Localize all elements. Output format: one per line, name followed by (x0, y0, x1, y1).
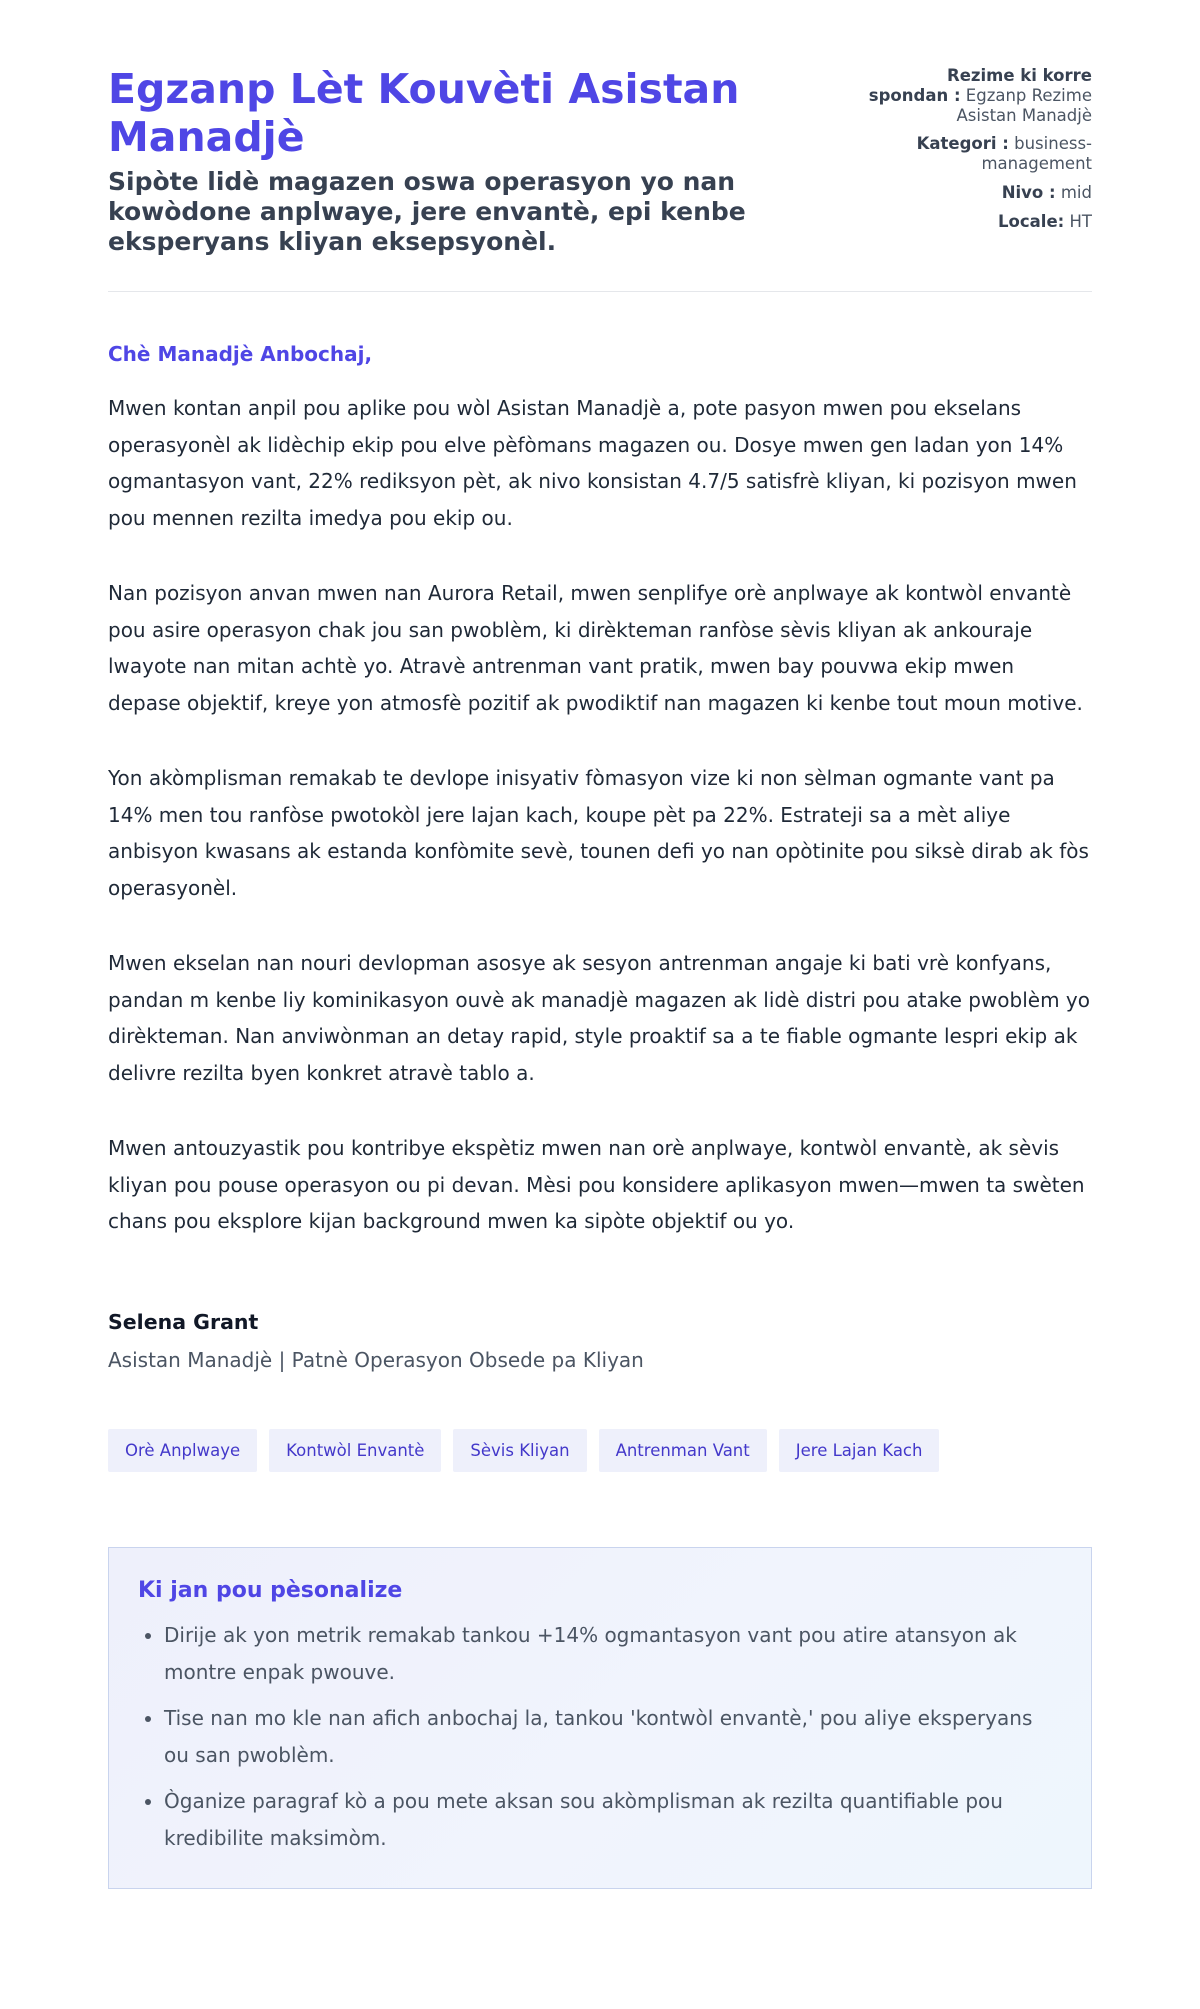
meta-value: business-management (981, 134, 1092, 174)
meta-key: Rezime ki korre spondan : (868, 66, 1092, 105)
title-block (108, 66, 768, 257)
letter-paragraph: Mwen antouzyastik pou kontribye ekspètiz mwen nan orè anplwaye, kontwòl envantè, ak sèvis kliyan pou pouse operasyon ou pi devan. Mèsi pou konsidere aplikasyon mwen—mwen ta swèten chans pou eksplore kijan background mwen ka sipòte objektif ou yo. (108, 1136, 1085, 1234)
meta-value: mid (1060, 182, 1092, 202)
skill-tag: Antrenman Vant (599, 1429, 767, 1472)
meta-row-category (867, 134, 1092, 174)
signature-block (108, 1310, 1092, 1372)
tips-title: Ki jan pou pèsonalize (138, 1577, 403, 1603)
customization-tips-box (108, 1547, 1092, 1889)
meta-row-level (867, 183, 1092, 203)
meta-row-resume (867, 66, 1092, 125)
skill-tag: Orè Anplwaye (108, 1429, 257, 1472)
tip-item: • Òganize paragraf kò a pou mete aksan sou akòmplisman ak rezilta quantifiable pou kredibilite maksimòm. (164, 1783, 1062, 1857)
metadata-panel (867, 66, 1092, 241)
tip-item: • Tise nan mo kle nan afich anbochaj la, tankou 'kontwòl envantè,' pou aliye eksperyans ou san pwoblèm. (164, 1700, 1062, 1774)
page-subtitle: Sipòte lidè magazen oswa operasyon yo nan kowòdone anplwaye, jere envantè, epi kenbe eksperyans kliyan eksepsyonèl. (108, 167, 746, 257)
signature-name: Selena Grant (108, 1309, 259, 1334)
salutation: Chè Manadjè Anbochaj, (108, 342, 373, 367)
meta-value: Egzanp Rezime Asistan Manadjè (956, 85, 1092, 125)
tips-list (138, 1617, 1062, 1857)
letter-paragraph: Mwen kontan anpil pou aplike pou wòl Asistan Manadjè a, pote pasyon mwen pou ekselans operasyonèl ak lidèchip ekip pou elve pèfòmans magazen ou. Dosye mwen gen ladan yon 14% ogmantasyon vant, 22% rediksyon pèt, ak nivo konsistan 4.7/5 satisfrè kliyan, ki pozisyon mwen pou mennen rezilta imedya pou ekip ou. (108, 396, 1077, 530)
skill-tag: Kontwòl Envantè (269, 1429, 441, 1472)
letter-paragraph: Yon akòmplisman remakab te devlope inisyativ fòmasyon vize ki non sèlman ogmante vant pa 14% men tou ranfòse pwotokòl jere lajan kach, koupe pèt pa 22%. Estrateji sa a mèt aliye anbisyon kwasans ak estanda konfòmite sevè, tounen defi yo nan opòtinite pou siksè dirab ak fòs operasyonèl. (108, 766, 1089, 900)
meta-row-locale (867, 212, 1092, 232)
letter-paragraph: Mwen ekselan nan nouri devlopman asosye ak sesyon antrenman angaje ki bati vrè konfyans, pandan m kenbe liy kominikasyon ouvè ak manadjè magazen ak lidè distri pou atake pwoblèm yo dirèkteman. Nan anviwònman an detay rapid, style proaktif sa a te fiable ogmante lespri ekip ak delivre rezilta byen konkret atravè tablo a. (108, 951, 1090, 1085)
letter-paragraph: Nan pozisyon anvan mwen nan Aurora Retail, mwen senplifye orè anplwaye ak kontwòl envantè pou asire operasyon chak jou san pwoblèm, ki dirèkteman ranfòse sèvis kliyan ak ankouraje lwayote nan mitan achtè yo. Atravè antrenman vant pratik, mwen bay pouvwa ekip mwen depase objektif, kreye yon atmosfè pozitif ak pwodiktif nan magazen ki kenbe tout moun motive. (108, 581, 1083, 715)
skill-tags (108, 1429, 1092, 1472)
meta-key: Kategori : (916, 134, 1009, 154)
skill-tag: Sèvis Kliyan (453, 1429, 586, 1472)
letter-body (108, 342, 1092, 1240)
meta-key: Locale: (998, 211, 1065, 231)
page-title: Egzanp Lèt Kouvèti Asistan Manadjè (108, 65, 740, 161)
tip-item: • Dirije ak yon metrik remakab tankou +14% ogmantasyon vant pou atire atansyon ak montre enpak pwouve. (164, 1617, 1062, 1691)
document-header (108, 0, 1092, 292)
meta-key: Nivo : (1001, 182, 1056, 202)
signature-title: Asistan Manadjè | Patnè Operasyon Obsede pa Kliyan (108, 1347, 644, 1372)
meta-value: HT (1069, 211, 1092, 231)
skill-tag: Jere Lajan Kach (779, 1429, 940, 1472)
